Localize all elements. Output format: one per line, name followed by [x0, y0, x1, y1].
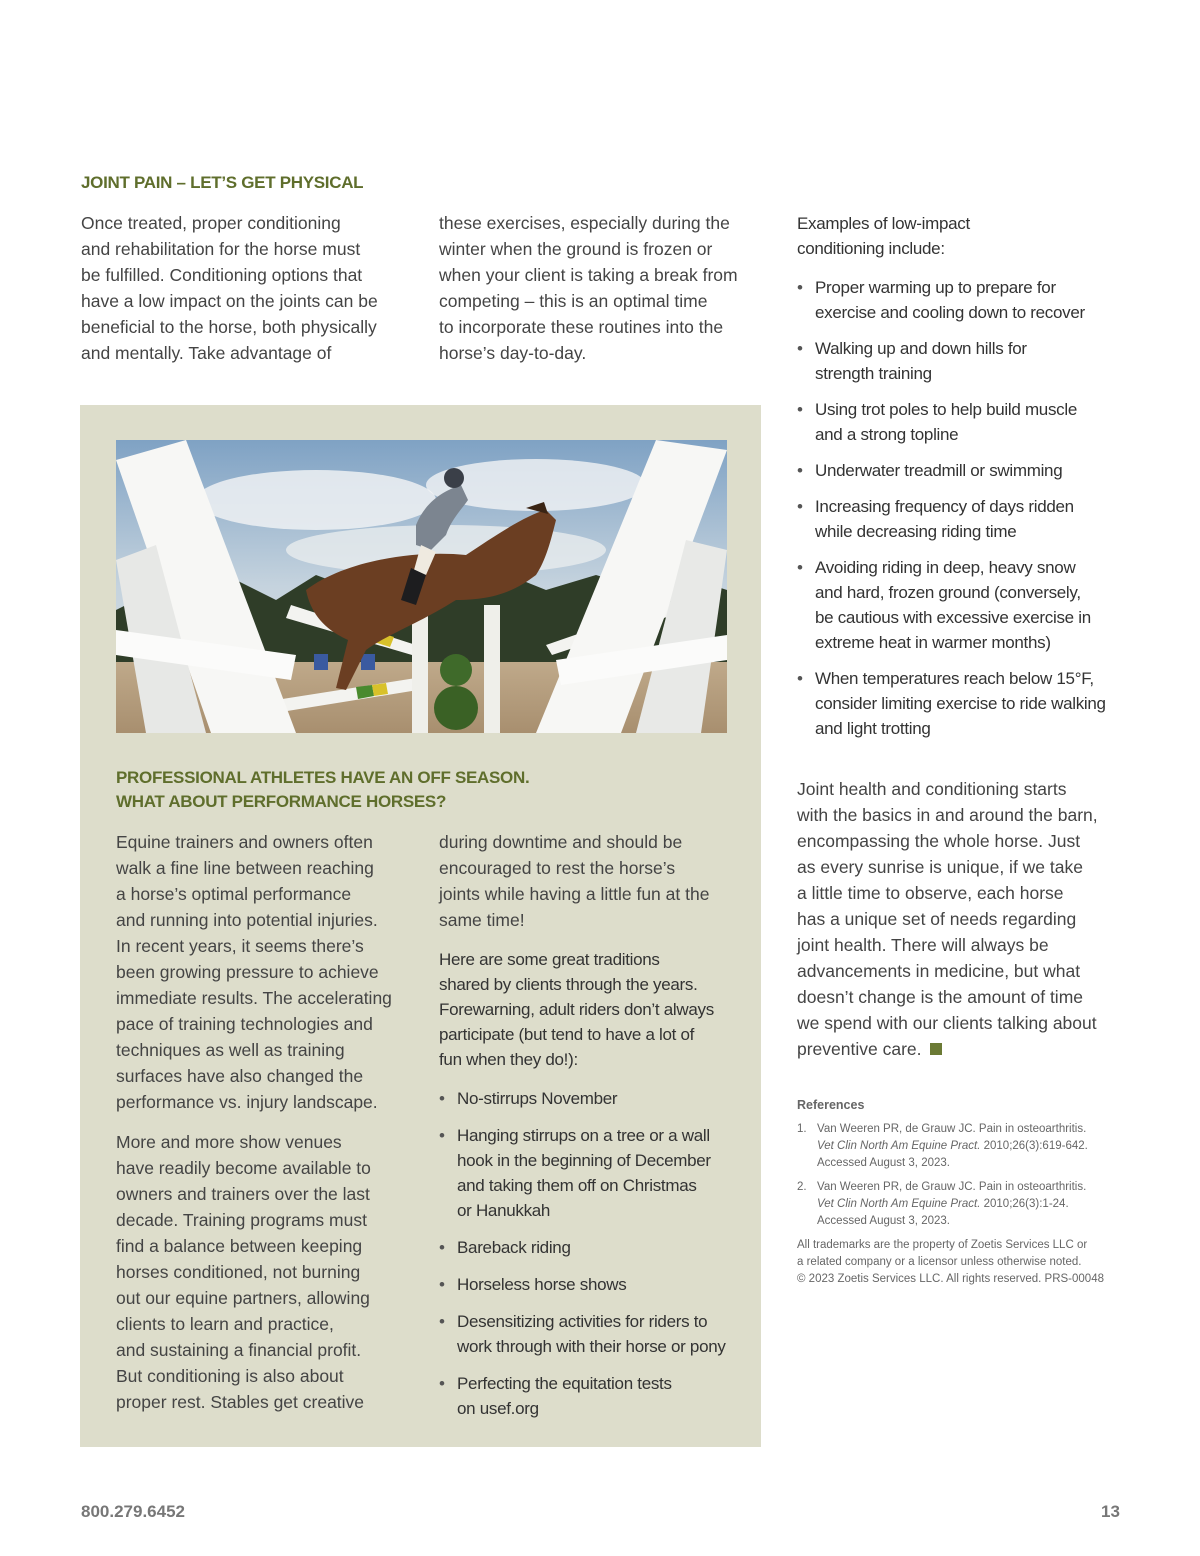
text-line: out our equine partners, allowing	[116, 1288, 370, 1308]
text-line: Joint health and conditioning starts	[797, 779, 1067, 799]
reference-item	[797, 1121, 1137, 1172]
panel-column-1	[116, 829, 416, 1415]
text-line: a little time to observe, each horse	[797, 883, 1064, 903]
text-line: Hanging stirrups on a tree or a wall	[457, 1126, 710, 1145]
text-line: has a unique set of needs regarding	[797, 909, 1077, 929]
text-line: and light trotting	[815, 719, 931, 738]
text-line: Walking up and down hills for	[815, 339, 1027, 358]
text-line: joint health. There will always be	[797, 935, 1049, 955]
text-line: pace of training technologies and	[116, 1014, 373, 1034]
references	[797, 1098, 1137, 1288]
list-item	[797, 666, 1137, 741]
reference-accessed: Accessed August 3, 2023.	[817, 1215, 950, 1227]
intro-column-2	[439, 210, 769, 366]
text-line: exercise and cooling down to recover	[815, 303, 1085, 322]
reference-citation: 2010;26(3):619-642.	[980, 1140, 1088, 1152]
text-line: Increasing frequency of days ridden	[815, 497, 1074, 516]
text-line: these exercises, especially during the	[439, 213, 730, 233]
text-line: Avoiding riding in deep, heavy snow	[815, 558, 1076, 577]
panel-paragraph-1	[116, 829, 416, 1115]
reference-item	[797, 1179, 1137, 1230]
examples-intro	[797, 211, 1137, 261]
text-line: have a low impact on the joints can be	[81, 291, 378, 311]
text-line: In recent years, it seems there’s	[116, 936, 364, 956]
end-mark-icon	[930, 1043, 942, 1055]
traditions-intro	[439, 947, 739, 1072]
list-item	[439, 1235, 739, 1260]
list-item	[797, 336, 1137, 386]
text-line: to incorporate these routines into the	[439, 317, 724, 337]
text-line: hook in the beginning of December	[457, 1151, 711, 1170]
list-item	[439, 1272, 739, 1297]
text-line: while decreasing riding time	[815, 522, 1017, 541]
text-line: and a strong topline	[815, 425, 959, 444]
text-line: joints while having a little fun at the	[439, 884, 710, 904]
text-line: Horseless horse shows	[457, 1275, 627, 1294]
references-list	[797, 1121, 1137, 1230]
examples-list	[797, 275, 1137, 741]
text-line: during downtime and should be	[439, 832, 683, 852]
text-line: have readily become available to	[116, 1158, 371, 1178]
text-line: All trademarks are the property of Zoetis Services LLC or	[797, 1239, 1088, 1251]
text-line: preventive care.	[797, 1039, 922, 1059]
text-line: and rehabilitation for the horse must	[81, 239, 361, 259]
text-line: immediate results. The accelerating	[116, 988, 392, 1008]
text-line: clients to learn and practice,	[116, 1314, 334, 1334]
section-heading: JOINT PAIN – LET’S GET PHYSICAL	[81, 173, 364, 192]
list-item	[439, 1309, 739, 1359]
right-column	[797, 211, 1137, 741]
intro-paragraph-1	[81, 210, 421, 366]
text-line: horses conditioned, not burning	[116, 1262, 361, 1282]
reference-citation: 2010;26(3):1-24.	[980, 1198, 1069, 1210]
text-line: extreme heat in warmer months)	[815, 633, 1051, 652]
text-line: decade. Training programs must	[116, 1210, 367, 1230]
reference-number: 2.	[797, 1181, 807, 1193]
text-line: on usef.org	[457, 1399, 539, 1418]
text-line: Underwater treadmill or swimming	[815, 461, 1063, 480]
text-line: and taking them off on Christmas	[457, 1176, 697, 1195]
text-line: be cautious with excessive exercise in	[815, 608, 1091, 627]
closing-paragraph	[797, 776, 1137, 1062]
text-line: techniques as well as training	[116, 1040, 345, 1060]
panel-column-2	[439, 829, 739, 1421]
panel-paragraph-3	[439, 829, 739, 933]
text-line: shared by clients through the years.	[439, 975, 698, 994]
text-line: Equine trainers and owners often	[116, 832, 373, 852]
list-item	[797, 275, 1137, 325]
text-line: horse’s day-to-day.	[439, 343, 587, 363]
text-line: winter when the ground is frozen or	[439, 239, 713, 259]
text-line: a horse’s optimal performance	[116, 884, 352, 904]
text-line: More and more show venues	[116, 1132, 342, 1152]
text-line: proper rest. Stables get creative	[116, 1392, 365, 1412]
panel-paragraph-2	[116, 1129, 416, 1415]
text-line: encompassing the whole horse. Just	[797, 831, 1081, 851]
list-item	[439, 1371, 739, 1421]
list-item	[797, 494, 1137, 544]
text-line: and running into potential injuries.	[116, 910, 378, 930]
reference-journal: Vet Clin North Am Equine Pract.	[817, 1140, 981, 1152]
text-line: as every sunrise is unique, if we take	[797, 857, 1083, 877]
reference-accessed: Accessed August 3, 2023.	[817, 1157, 950, 1169]
text-line: with the basics in and around the barn,	[797, 805, 1098, 825]
text-line: consider limiting exercise to ride walking	[815, 694, 1106, 713]
intro-column-1	[81, 210, 421, 366]
text-line: Once treated, proper conditioning	[81, 213, 341, 233]
text-line: and mentally. Take advantage of	[81, 343, 332, 363]
text-line: been growing pressure to achieve	[116, 962, 379, 982]
closing-text	[797, 779, 1098, 1059]
list-item	[797, 397, 1137, 447]
text-line: or Hanukkah	[457, 1201, 551, 1220]
text-line: Proper warming up to prepare for	[815, 278, 1056, 297]
text-line: owners and trainers over the last	[116, 1184, 370, 1204]
horse-jump-photo	[116, 440, 727, 733]
text-line: Bareback riding	[457, 1238, 571, 1257]
text-line: a related company or a licensor unless otherwise noted.	[797, 1256, 1082, 1268]
references-title: References	[797, 1098, 865, 1112]
text-line: But conditioning is also about	[116, 1366, 344, 1386]
text-line: be fulfilled. Conditioning options that	[81, 265, 363, 285]
text-line: participate (but tend to have a lot of	[439, 1025, 695, 1044]
text-line: when your client is taking a break from	[439, 265, 738, 285]
text-line: Forewarning, adult riders don’t always	[439, 1000, 714, 1019]
text-line: and hard, frozen ground (conversely,	[815, 583, 1081, 602]
sidebar-panel	[80, 405, 761, 1447]
text-line: performance vs. injury landscape.	[116, 1092, 378, 1112]
reference-authors: Van Weeren PR, de Grauw JC. Pain in osteoarthritis.	[817, 1181, 1087, 1193]
text-line: encouraged to rest the horse’s	[439, 858, 676, 878]
horse-jump-illustration	[116, 440, 727, 733]
text-line: competing – this is an optimal time	[439, 291, 708, 311]
text-line: Desensitizing activities for riders to	[457, 1312, 708, 1331]
text-line: and sustaining a financial profit.	[116, 1340, 362, 1360]
list-item	[797, 458, 1137, 483]
text-line: same time!	[439, 910, 525, 930]
text-line: When temperatures reach below 15°F,	[815, 669, 1094, 688]
text-line: No-stirrups November	[457, 1089, 618, 1108]
text-line: Perfecting the equitation tests	[457, 1374, 672, 1393]
text-line: Examples of low-impact	[797, 214, 970, 233]
reference-authors: Van Weeren PR, de Grauw JC. Pain in osteoarthritis.	[817, 1123, 1087, 1135]
text-line: find a balance between keeping	[116, 1236, 363, 1256]
text-line: strength training	[815, 364, 932, 383]
footer-page-number: 13	[1101, 1502, 1120, 1521]
text-line: walk a fine line between reaching	[116, 858, 374, 878]
text-line: work through with their horse or pony	[457, 1337, 726, 1356]
closing-column	[797, 776, 1137, 1062]
text-line: fun when they do!):	[439, 1050, 578, 1069]
traditions-list	[439, 1086, 739, 1421]
text-line: doesn’t change is the amount of time	[797, 987, 1084, 1007]
footer-phone: 800.279.6452	[81, 1502, 185, 1521]
text-line: surfaces have also changed the	[116, 1066, 364, 1086]
text-line: advancements in medicine, but what	[797, 961, 1081, 981]
reference-number: 1.	[797, 1123, 807, 1135]
reference-journal: Vet Clin North Am Equine Pract.	[817, 1198, 981, 1210]
intro-paragraph-2	[439, 210, 769, 366]
text-line: Here are some great traditions	[439, 950, 660, 969]
list-item	[797, 555, 1137, 655]
list-item	[439, 1123, 739, 1223]
list-item	[439, 1086, 739, 1111]
trademark-notice	[797, 1237, 1137, 1288]
text-line: © 2023 Zoetis Services LLC. All rights reserved. PRS-00048	[797, 1273, 1104, 1285]
text-line: WHAT ABOUT PERFORMANCE HORSES?	[116, 792, 447, 811]
text-line: Using trot poles to help build muscle	[815, 400, 1077, 419]
text-line: we spend with our clients talking about	[797, 1013, 1097, 1033]
text-line: PROFESSIONAL ATHLETES HAVE AN OFF SEASON.	[116, 768, 530, 787]
text-line: beneficial to the horse, both physically	[81, 317, 377, 337]
text-line: conditioning include:	[797, 239, 945, 258]
panel-heading	[116, 766, 716, 814]
